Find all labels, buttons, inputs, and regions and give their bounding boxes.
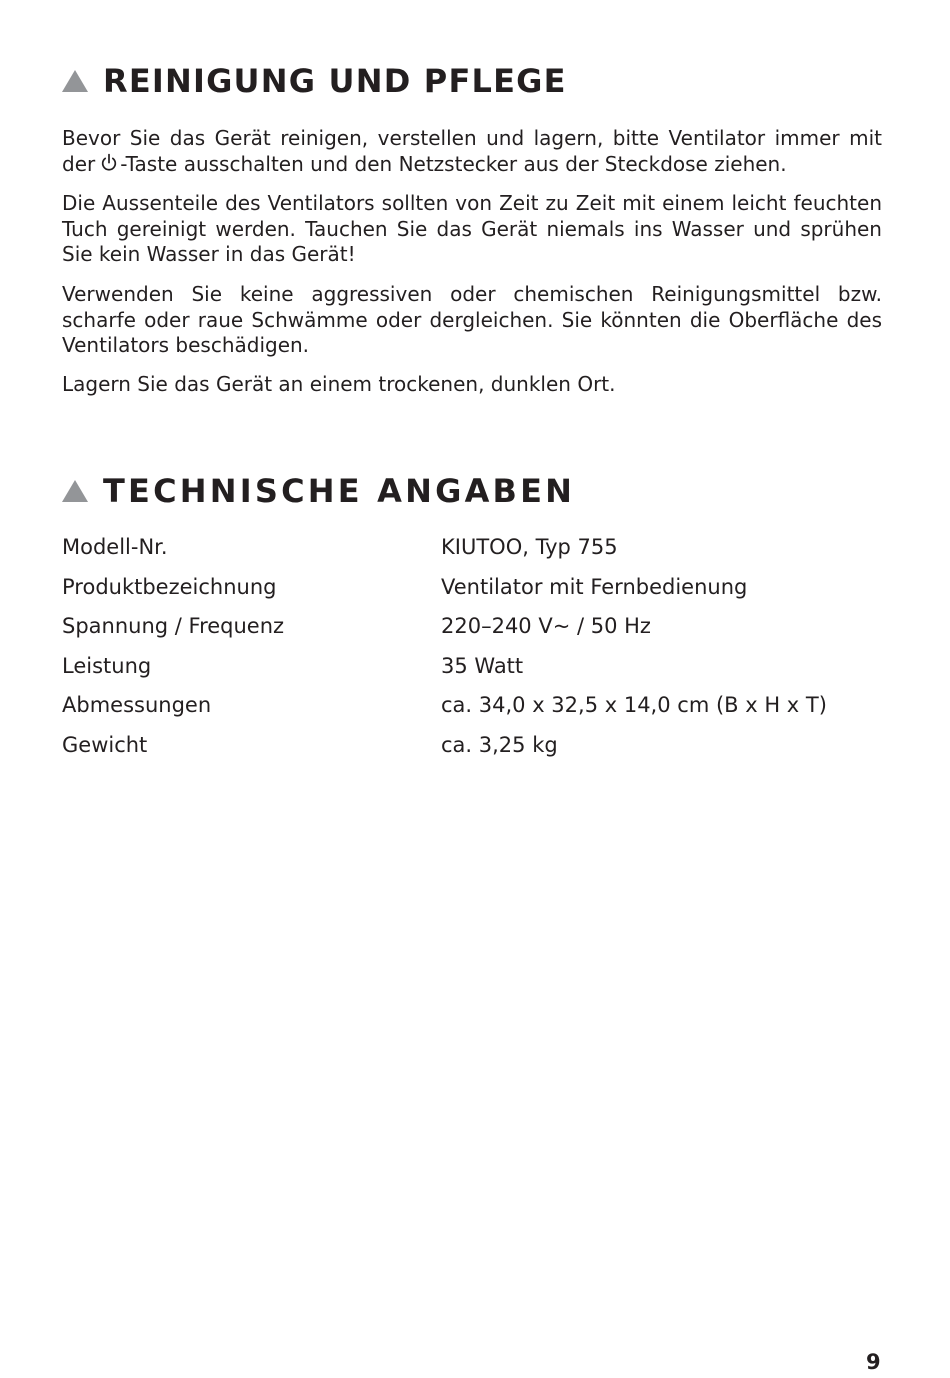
spec-row — [62, 731, 882, 771]
cleaning-paragraph-3: Verwenden Sie keine aggressiven oder chemischen Reinigungsmittel bzw. scharfe oder raue Schwämme oder dergleichen. Sie könnten die Oberfläche des Ventilators beschädigen. — [62, 282, 882, 357]
triangle-bullet-icon — [62, 70, 88, 92]
cleaning-title: REINIGUNG UND PFLEGE — [103, 62, 567, 100]
spec-value: 35 Watt — [441, 653, 524, 678]
page-number: 9 — [866, 1350, 881, 1374]
spec-row — [62, 691, 882, 731]
spec-row — [62, 573, 882, 613]
spec-row — [62, 652, 882, 692]
spec-row — [62, 612, 882, 652]
spec-value: ca. 34,0 x 32,5 x 14,0 cm (B x H x T) — [441, 693, 827, 717]
cleaning-heading — [62, 62, 567, 100]
cleaning-paragraph-1 — [62, 126, 882, 177]
spec-label: Gewicht — [62, 732, 148, 757]
spec-value: 220–240 V~ / 50 Hz — [441, 614, 651, 638]
technical-title: TECHNISCHE ANGABEN — [103, 472, 576, 510]
spec-label: Spannung / Frequenz — [62, 614, 285, 638]
spec-value: ca. 3,25 kg — [441, 732, 558, 757]
technical-heading — [62, 472, 575, 510]
triangle-bullet-icon — [62, 480, 88, 502]
spec-label: Modell-Nr. — [62, 535, 168, 559]
spec-label: Leistung — [62, 653, 152, 678]
spec-value: KIUTOO, Typ 755 — [441, 535, 618, 559]
power-icon — [99, 153, 119, 173]
cleaning-paragraph-4: Lagern Sie das Gerät an einem trockenen, dunklen Ort. — [62, 372, 616, 396]
cleaning-paragraph-2: Die Aussenteile des Ventilators sollten von Zeit zu Zeit mit einem leicht feuchten Tuch gereinigt werden. Tauchen Sie das Gerät niemals ins Wasser und sprühen Sie kein Wasser in das Gerät! — [62, 191, 882, 266]
cleaning-paragraph-1-end: -Taste ausschalten und den Netzstecker aus der Steckdose ziehen. — [120, 151, 787, 176]
spec-row — [62, 533, 882, 573]
spec-value: Ventilator mit Fernbedienung — [441, 574, 748, 599]
cleaning-paragraph-1-start: Bevor Sie das Gerät reinigen, verstellen und lagern, bitte Ventilator immer mit der — [62, 126, 882, 176]
spec-label: Abmessungen — [62, 693, 212, 717]
spec-label: Produktbezeichnung — [62, 574, 277, 599]
spec-table — [62, 533, 882, 770]
